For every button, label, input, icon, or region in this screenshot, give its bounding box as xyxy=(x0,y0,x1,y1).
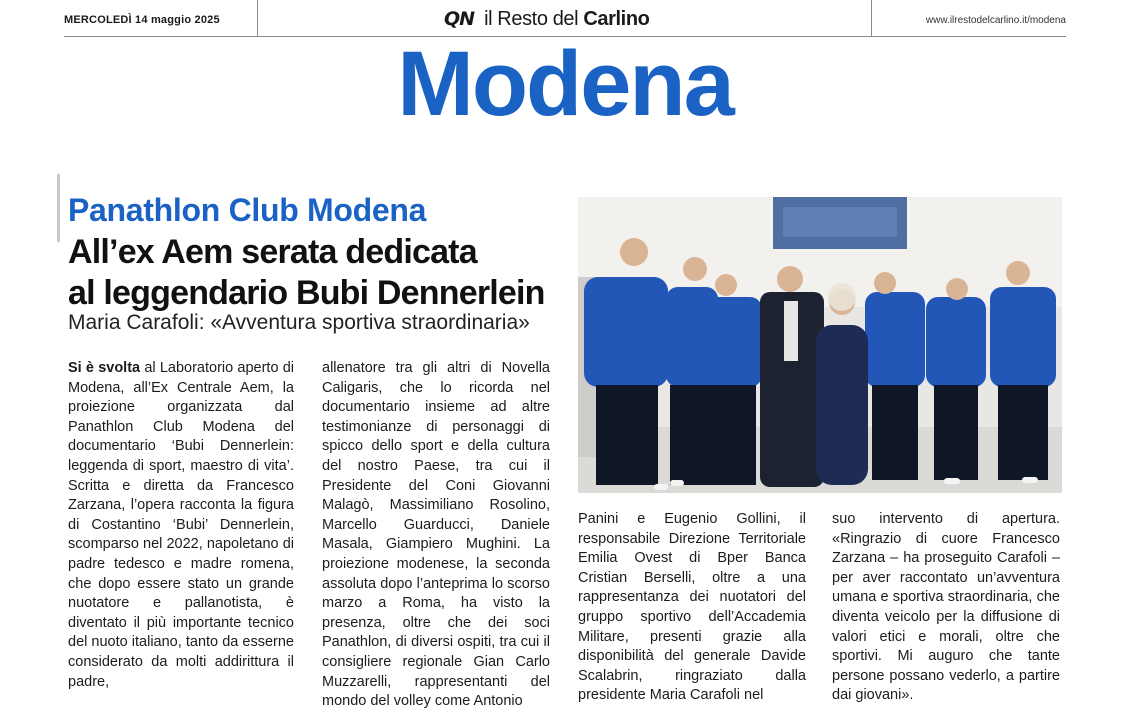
section-title: Modena xyxy=(397,33,733,135)
newspaper-name-pre: il Resto del xyxy=(484,7,584,30)
headline-line-1: All’ex Aem serata dedicata xyxy=(68,233,477,271)
newspaper-name-bold: Carlino xyxy=(583,7,650,30)
article-column-2: allenatore tra gli altri di Novella Caligaris, che lo ricorda nel documentario insieme ad altre testimonianze di personaggi di spicco dello sport e della cultura del nostro Paese, tra cui il Presidente del Coni Giovanni Malagò, Massimiliano Rosolino, Marcello Guarducci, Daniele Masala, Giampiero Mughini. La proiezione modenese, la seconda assoluta dopo l’anteprima lo scorso marzo a Roma, ha visto la presenza, oltre che dei soci Panathlon, di diversi ospiti, tra cui il consigliere regionale Gian Carlo Muzzarelli, rappresentanti del mondo del volley come Antonio xyxy=(322,360,550,710)
article-kicker: Panathlon Club Modena xyxy=(68,192,427,228)
column-1-text: al Laboratorio aperto di Modena, all’Ex Centrale Aem, la proiezione organizzata dal Panathlon Club Modena del documentario ‘Bubi Dennerlein: leggenda di sport, maestro di vita’. Scritta e diretta da Francesco Zarzana, l’opera racconta la figura di Costantino ‘Bubi’ Dennerlein, scomparso nel 2022, napoletano di padre tedesco e madre romena, che dopo essere stato un grande nuotatore e pallanotista, è diventato il più importante tecnico del nuoto italiano, tanto da esserne considerato da molti addirittura il padre, xyxy=(68,360,295,690)
header-divider xyxy=(871,0,872,36)
header-divider xyxy=(257,0,258,36)
article-lead: Si è svolta xyxy=(68,360,141,376)
article-column-4: suo intervento di apertura. «Ringrazio di cuore Francesco Zarzana – ha proseguito Carafoli – per aver raccontato un’avventura umana e sportiva straordinaria, che diventa veicolo per la diffusione di valori etici e morali, oltre che sportivi. Mi auguro che tante persone possano vederlo, a partire dai giovani». xyxy=(832,511,1060,704)
article-column-1 xyxy=(68,359,294,692)
website-url: www.ilrestodelcarlino.it/modena xyxy=(925,15,1066,26)
qn-logo: QN xyxy=(444,8,475,30)
newspaper-logo xyxy=(444,6,649,32)
article-column-3: Panini e Eugenio Gollini, il responsabile Direzione Territoriale Emilia Ovest di Bper Banca Cristian Berselli, oltre a una rappresentanza dei nuotatori del gruppo sportivo dell’Accademia Militare, presenti grazie alla disponibilità del generale Davide Scalabrin, ringraziato dalla presidente Maria Carafoli nel xyxy=(578,511,806,704)
headline-line-2: al leggendario Bubi Dennerlein xyxy=(68,274,545,312)
newspaper-name xyxy=(484,8,649,31)
group-photo-icon xyxy=(578,197,1062,493)
group-photo xyxy=(578,197,1062,493)
headline-accent-bar xyxy=(57,174,60,242)
issue-date: MERCOLEDÌ 14 maggio 2025 xyxy=(64,14,220,26)
article-subtitle: Maria Carafoli: «Avventura sportiva straordinaria» xyxy=(68,311,530,334)
